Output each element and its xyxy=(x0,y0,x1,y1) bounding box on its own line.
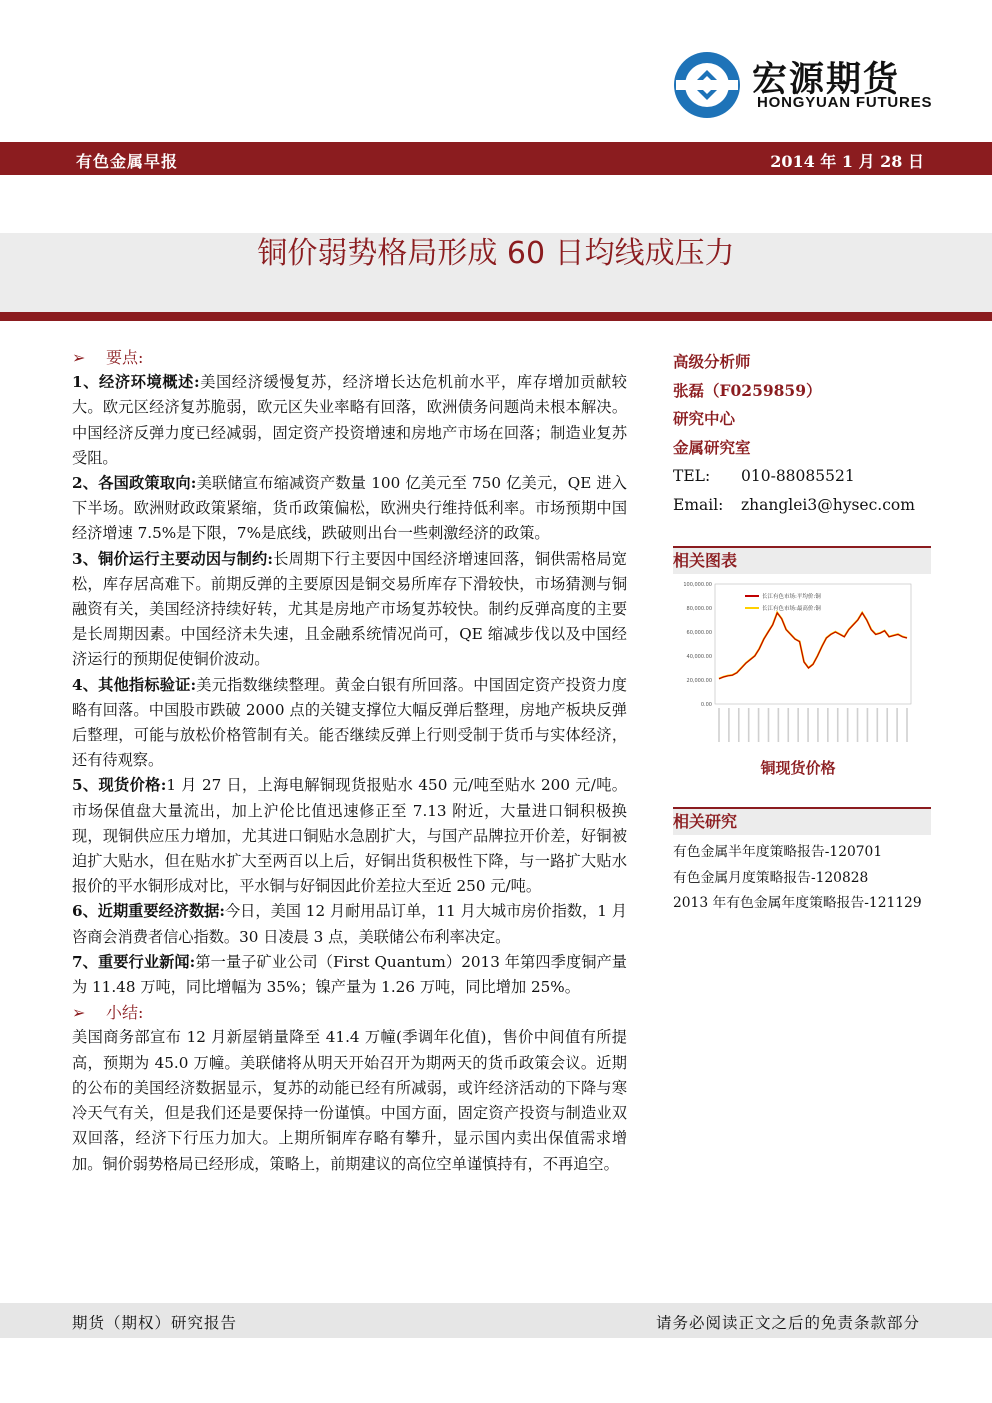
key-point-item xyxy=(72,673,627,774)
key-point-text: 美国经济缓慢复苏，经济增长达危机前水平，库存增加贡献较大。欧元区经济复苏脆弱，欧元区失业率略有回落，欧洲债务问题尚未根本解决。中国经济反弹力度已经减弱，固定资产投资增速和房地产市场在回落；制造业复苏受阻。 xyxy=(72,373,627,467)
arrow-icon: ➢ xyxy=(72,1003,86,1023)
key-point-label: 7、重要行业新闻: xyxy=(72,952,196,971)
research-center: 研究中心 xyxy=(673,409,736,428)
research-item[interactable]: 2013 年有色金属年度策略报告-121129 xyxy=(673,895,922,911)
title-rule xyxy=(0,312,992,321)
key-point-label: 2、各国政策取向: xyxy=(72,474,197,493)
footer-disclaimer-note: 请务必阅读正文之后的免责条款部分 xyxy=(655,1314,920,1332)
tel-label: TEL: xyxy=(673,467,711,485)
x-tick-label xyxy=(877,708,879,742)
key-point-item xyxy=(72,547,627,673)
x-tick-label xyxy=(906,708,908,742)
plot-area xyxy=(715,584,911,704)
key-points-heading: ➢ 要点: xyxy=(72,345,627,370)
research-list xyxy=(673,840,943,917)
company-logo-icon xyxy=(672,50,742,120)
summary-heading: ➢ 小结: xyxy=(72,1000,627,1025)
x-tick-label xyxy=(817,708,819,742)
x-tick-label xyxy=(896,708,898,742)
x-tick-label xyxy=(847,708,849,742)
y-tick-label: 0.00 xyxy=(700,702,712,708)
key-point-label: 1、经济环境概述: xyxy=(72,373,200,392)
report-date: 2014 年 1 月 28 日 xyxy=(770,152,924,171)
analyst-info xyxy=(673,348,933,519)
x-tick-label xyxy=(728,708,730,742)
key-point-text: 美元指数继续整理。黄金白银有所回落。中国固定资产投资力度略有回落。中国股市跌破 2000 点的关键支撑位大幅反弹后整理，房地产板块反弹后整理，可能与放松价格管制有关。能否继续反弹上行则受制于货币与实体经济，还有待观察。 xyxy=(72,675,627,770)
x-tick-label xyxy=(768,708,770,742)
main-content xyxy=(72,345,627,1177)
x-tick-label xyxy=(837,708,839,742)
key-point-item xyxy=(72,950,627,1000)
x-tick-label xyxy=(718,708,720,742)
x-tick-label xyxy=(758,708,760,742)
chart-heading: 相关图表 xyxy=(673,546,931,574)
y-tick-label: 100,000.00 xyxy=(683,582,712,588)
x-tick-label xyxy=(797,708,799,742)
key-point-item xyxy=(72,773,627,899)
key-point-label: 6、近期重要经济数据: xyxy=(72,902,225,921)
report-title: 铜价弱势格局形成 60 日均线成压力 xyxy=(257,236,735,271)
chart-caption: 铜现货价格 xyxy=(760,759,836,777)
analyst-name: 张磊（F0259859） xyxy=(673,380,822,400)
key-point-text: 1 月 27 日，上海电解铜现货报贴水 450 元/吨至贴水 200 元/吨。市场保值盘大量流出，加上沪伦比值迅速修正至 7.13 附近，大量进口铜积极换现，现铜供应压力增加，尤其进口铜贴水急剧扩大，与国产品牌拉开价差，好铜被迫扩大贴水，但在贴水扩大至两百以上后，好铜出货积极性下降，与一路扩大贴水报价的平水铜形成对比，平水铜与好铜因此价差拉大至近 250 元/吨。 xyxy=(72,776,627,896)
key-point-item xyxy=(72,370,627,471)
email-label: Email: xyxy=(673,495,724,514)
tel-value: 010-88085521 xyxy=(741,467,855,485)
x-tick-label xyxy=(787,708,789,742)
x-tick-label xyxy=(867,708,869,742)
report-type: 有色金属早报 xyxy=(76,152,179,171)
x-tick-label xyxy=(807,708,809,742)
tel-row xyxy=(673,462,933,491)
legend-label: 长江有色市场:平均价:铜 xyxy=(762,594,821,600)
summary-text: 美国商务部宣布 12 月新屋销量降至 41.4 万幢(季调年化值)，售价中间值有所提高，预期为 45.0 万幢。美联储将从明天开始召开为期两天的货币政策会议。近期的公布的美国经济数据显示，复苏的动能已经有所减弱，或许经济活动的下降与寒冷天气有关，但是我们还是要保持一份谨慎。中国方面，固定资产投资与制造业双双回落，经济下行压力加大。上期所铜库存略有攀升，显示国内卖出保值需求增加。铜价弱势格局已经形成，策略上，前期建议的高位空单谨慎持有，不再追空。 xyxy=(72,1028,627,1173)
key-point-label: 4、其他指标验证: xyxy=(72,675,197,694)
analyst-title: 高级分析师 xyxy=(673,352,751,371)
key-point-item xyxy=(72,899,627,949)
research-heading: 相关研究 xyxy=(673,807,931,835)
x-tick-label xyxy=(748,708,750,742)
y-tick-label: 20,000.00 xyxy=(686,678,712,684)
research-item[interactable]: 有色金属半年度策略报告-120701 xyxy=(673,844,883,860)
email-row xyxy=(673,491,933,520)
key-point-text: 美联储宣布缩减资产数量 100 亿美元至 750 亿美元，QE 进入下半场。欧洲财政政策紧缩，货币政策偏松，欧洲央行维持低利率。市场预期中国经济增速 7.5%是下限，7%是底线，跌破则出台一些刺激经济的政策。 xyxy=(72,474,627,543)
key-point-label: 3、铜价运行主要动因与制约: xyxy=(72,549,274,568)
x-tick-label xyxy=(857,708,859,742)
x-tick-label xyxy=(778,708,780,742)
y-tick-label: 60,000.00 xyxy=(686,630,712,636)
footer-left: 期货（期权）研究报告 xyxy=(72,1314,238,1332)
key-point-text: 第一量子矿业公司（First Quantum）2013 年第四季度铜产量为 11.48 万吨，同比增幅为 35%；镍产量为 1.26 万吨，同比增加 25%。 xyxy=(72,952,627,997)
email-value[interactable]: zhanglei3@hysec.com xyxy=(741,495,915,514)
x-tick-label xyxy=(827,708,829,742)
legend-label: 长江有色市场:最高价:铜 xyxy=(762,606,821,612)
brand-name-cn: 宏源期货 xyxy=(752,60,901,100)
copper-price-chart xyxy=(673,576,931,752)
key-point-text: 长周期下行主要因中国经济增速回落，铜供需格局宽松，库存居高难下。前期反弹的主要原因是铜交易所库存下滑较快，市场猜测与铜融资有关，美国经济持续好转，尤其是房地产市场复苏较快。制约反弹高度的主要是长周期因素。中国经济未失速，且金融系统情况尚可，QE 缩减步伐以及中国经济运行的预期促使铜价波动。 xyxy=(72,549,627,669)
brand-name-en: HONGYUAN FUTURES xyxy=(757,94,933,111)
key-point-text: 今日，美国 12 月耐用品订单，11 月大城市房价指数，1 月咨商会消费者信心指数。30 日凌晨 3 点，美联储公布利率决定。 xyxy=(72,902,627,946)
key-point-label: 5、现货价格: xyxy=(72,776,167,795)
y-tick-label: 40,000.00 xyxy=(686,654,712,660)
x-tick-label xyxy=(738,708,740,742)
key-point-item xyxy=(72,471,627,547)
research-item[interactable]: 有色金属月度策略报告-120828 xyxy=(673,869,869,886)
x-tick-label xyxy=(886,708,888,742)
arrow-icon: ➢ xyxy=(72,348,86,367)
research-dept: 金属研究室 xyxy=(673,437,751,457)
key-points-list xyxy=(72,370,627,1000)
y-tick-label: 80,000.00 xyxy=(686,606,712,612)
